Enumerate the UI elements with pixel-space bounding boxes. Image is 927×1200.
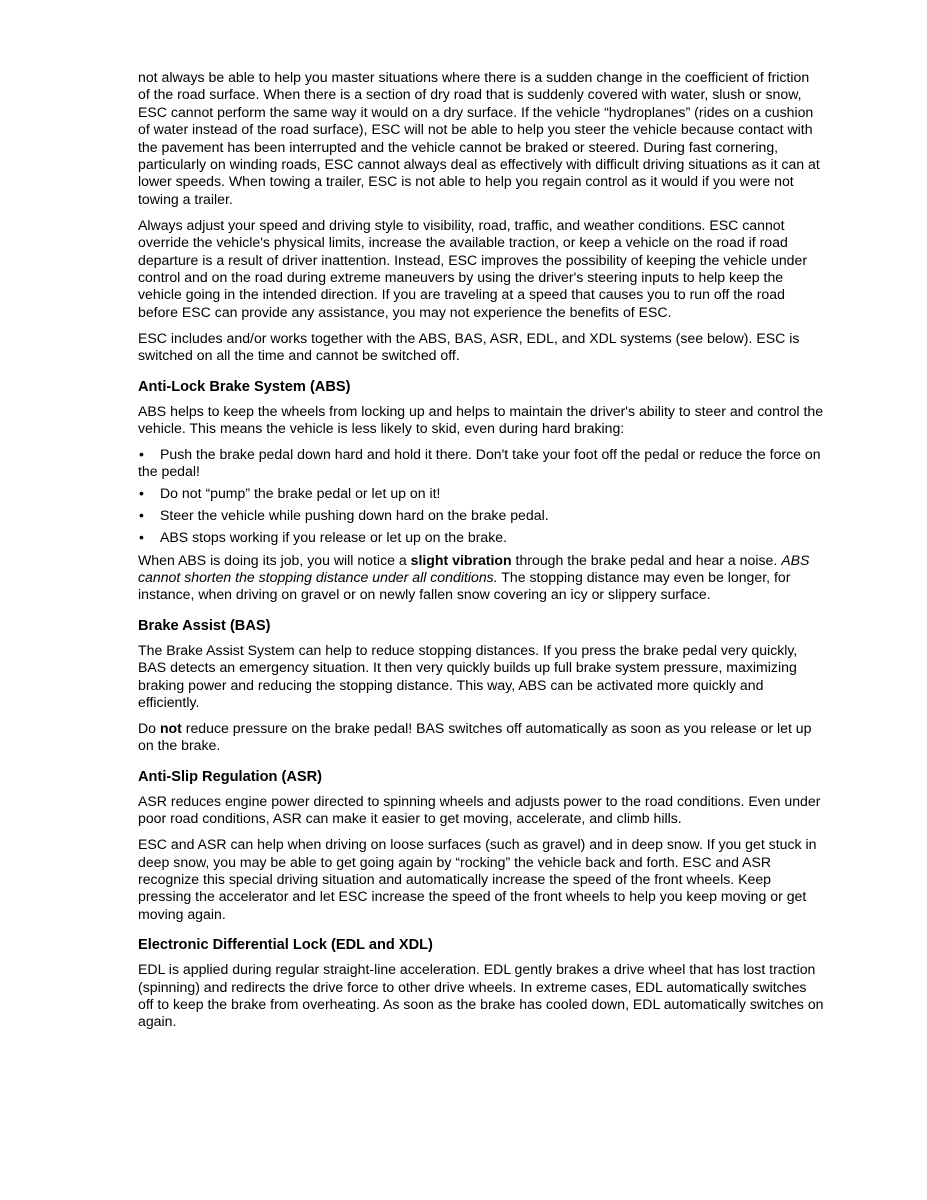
- bas-intro-paragraph: The Brake Assist System can help to reduce stopping distances. If you press the brake pedal very quickly, BAS detects an emergency situation. It then very quickly builds up full brake system pressure, maximizing braking power and reducing the stopping distance. This way, ABS can be activated more quickly and efficiently.: [138, 641, 798, 711]
- list-item-text: ABS stops working if you release or let up on the brake.: [160, 529, 508, 546]
- esc-limitations-paragraph: not always be able to help you master situations where there is a sudden change in the coefficient of friction of the road surface. When there is a section of dry road that is suddenly covered with water, slush or snow, ESC cannot perform the same way it would on a dry surface. If the vehicle “hydroplanes” (rides on a cushion of water instead of the road surface), ESC will not be able to help you steer the vehicle because contact with the pavement has been interrupted and the vehicle cannot be braked or steered. During fast cornering, particularly on winding roads, ESC cannot always deal as effectively with difficult driving situations as it can at lower speeds. When towing a trailer, ESC is not able to help you regain control as it would if you were not towing a trailer.: [138, 69, 820, 207]
- asr-snow-paragraph: ESC and ASR can help when driving on loose surfaces (such as gravel) and in deep snow. If you get stuck in deep snow, you may be able to get going again by “rocking” the vehicle back and forth. ESC and ASR recognize this special driving situation and automatically increase the speed of the front wheels. Keep pressing the accelerator and let ESC increase the speed of the front wheels to help you keep moving or get moving again.: [138, 836, 817, 922]
- text-run: The stopping distance may even be longer, for instance, when driving on gravel or on newly fallen snow covering an icy or slippery surface.: [138, 569, 791, 603]
- text-run: When ABS is doing its job, you will notice a: [138, 551, 411, 568]
- italic-text: ABS cannot shorten the stopping distance under all conditions.: [138, 551, 810, 586]
- list-item: [138, 529, 824, 546]
- text-run: reduce pressure on the brake pedal! BAS switches off automatically as soon as you release or let up on the brake.: [138, 719, 812, 754]
- text-run: through the brake pedal and hear a noise.: [511, 551, 782, 568]
- bas-warning-paragraph: [138, 720, 824, 755]
- bold-text: slight vibration: [410, 551, 512, 568]
- asr-intro-paragraph: ASR reduces engine power directed to spinning wheels and adjusts power to the road conditions. Even under poor road conditions, ASR can make it easier to get moving, accelerate, and climb hills.: [138, 792, 821, 827]
- esc-speed-advice-paragraph: Always adjust your speed and driving style to visibility, road, traffic, and weather conditions. ESC cannot override the vehicle's physical limits, increase the available traction, or keep a vehicle on the road if road departure is a result of driver inattention. Instead, ESC improves the possibility of keeping the vehicle under control and on the road during extreme maneuvers by using the driver's steering inputs to help keep the vehicle going in the intended direction. If you are traveling at a speed that causes you to run off the road before ESC can provide any assistance, you may not experience the benefits of ESC.: [138, 216, 808, 320]
- abs-heading: Anti-Lock Brake System (ABS): [138, 378, 351, 395]
- list-item: [138, 507, 824, 524]
- edl-heading: Electronic Differential Lock (EDL and XDL): [138, 937, 433, 954]
- list-item-text: Do not “pump” the brake pedal or let up on it!: [160, 485, 441, 502]
- bold-text: not: [159, 719, 182, 736]
- list-item-text: Steer the vehicle while pushing down hard on the brake pedal.: [160, 507, 549, 524]
- document-page: [138, 69, 824, 1039]
- list-item: [138, 485, 824, 502]
- text-run: Do: [138, 719, 160, 736]
- bas-heading: Brake Assist (BAS): [138, 617, 271, 634]
- abs-intro-paragraph: ABS helps to keep the wheels from locking up and helps to maintain the driver's ability to steer and control the vehicle. This means the vehicle is less likely to skid, even during hard braking:: [138, 402, 824, 436]
- list-item-text: Push the brake pedal down hard and hold it there. Don't take your foot off the pedal or reduce the force on the pedal!: [138, 445, 821, 480]
- bullet-icon: •: [139, 529, 144, 546]
- asr-heading: Anti-Slip Regulation (ASR): [138, 768, 323, 785]
- abs-vibration-paragraph: [138, 552, 824, 604]
- bullet-icon: •: [139, 507, 144, 524]
- esc-systems-paragraph: ESC includes and/or works together with the ABS, BAS, ASR, EDL, and XDL systems (see below). ESC is switched on all the time and cannot be switched off.: [138, 329, 800, 364]
- edl-intro-paragraph: EDL is applied during regular straight-line acceleration. EDL gently brakes a drive wheel that has lost traction (spinning) and redirects the drive force to other drive wheels. In extreme cases, EDL automatically switches off to keep the brake from overheating. As soon as the brake has cooled down, EDL automatically switches on again.: [138, 961, 824, 1030]
- bullet-icon: •: [139, 485, 144, 502]
- abs-bullet-list: [138, 446, 824, 547]
- bullet-icon: •: [139, 445, 144, 462]
- list-item: [138, 446, 824, 481]
